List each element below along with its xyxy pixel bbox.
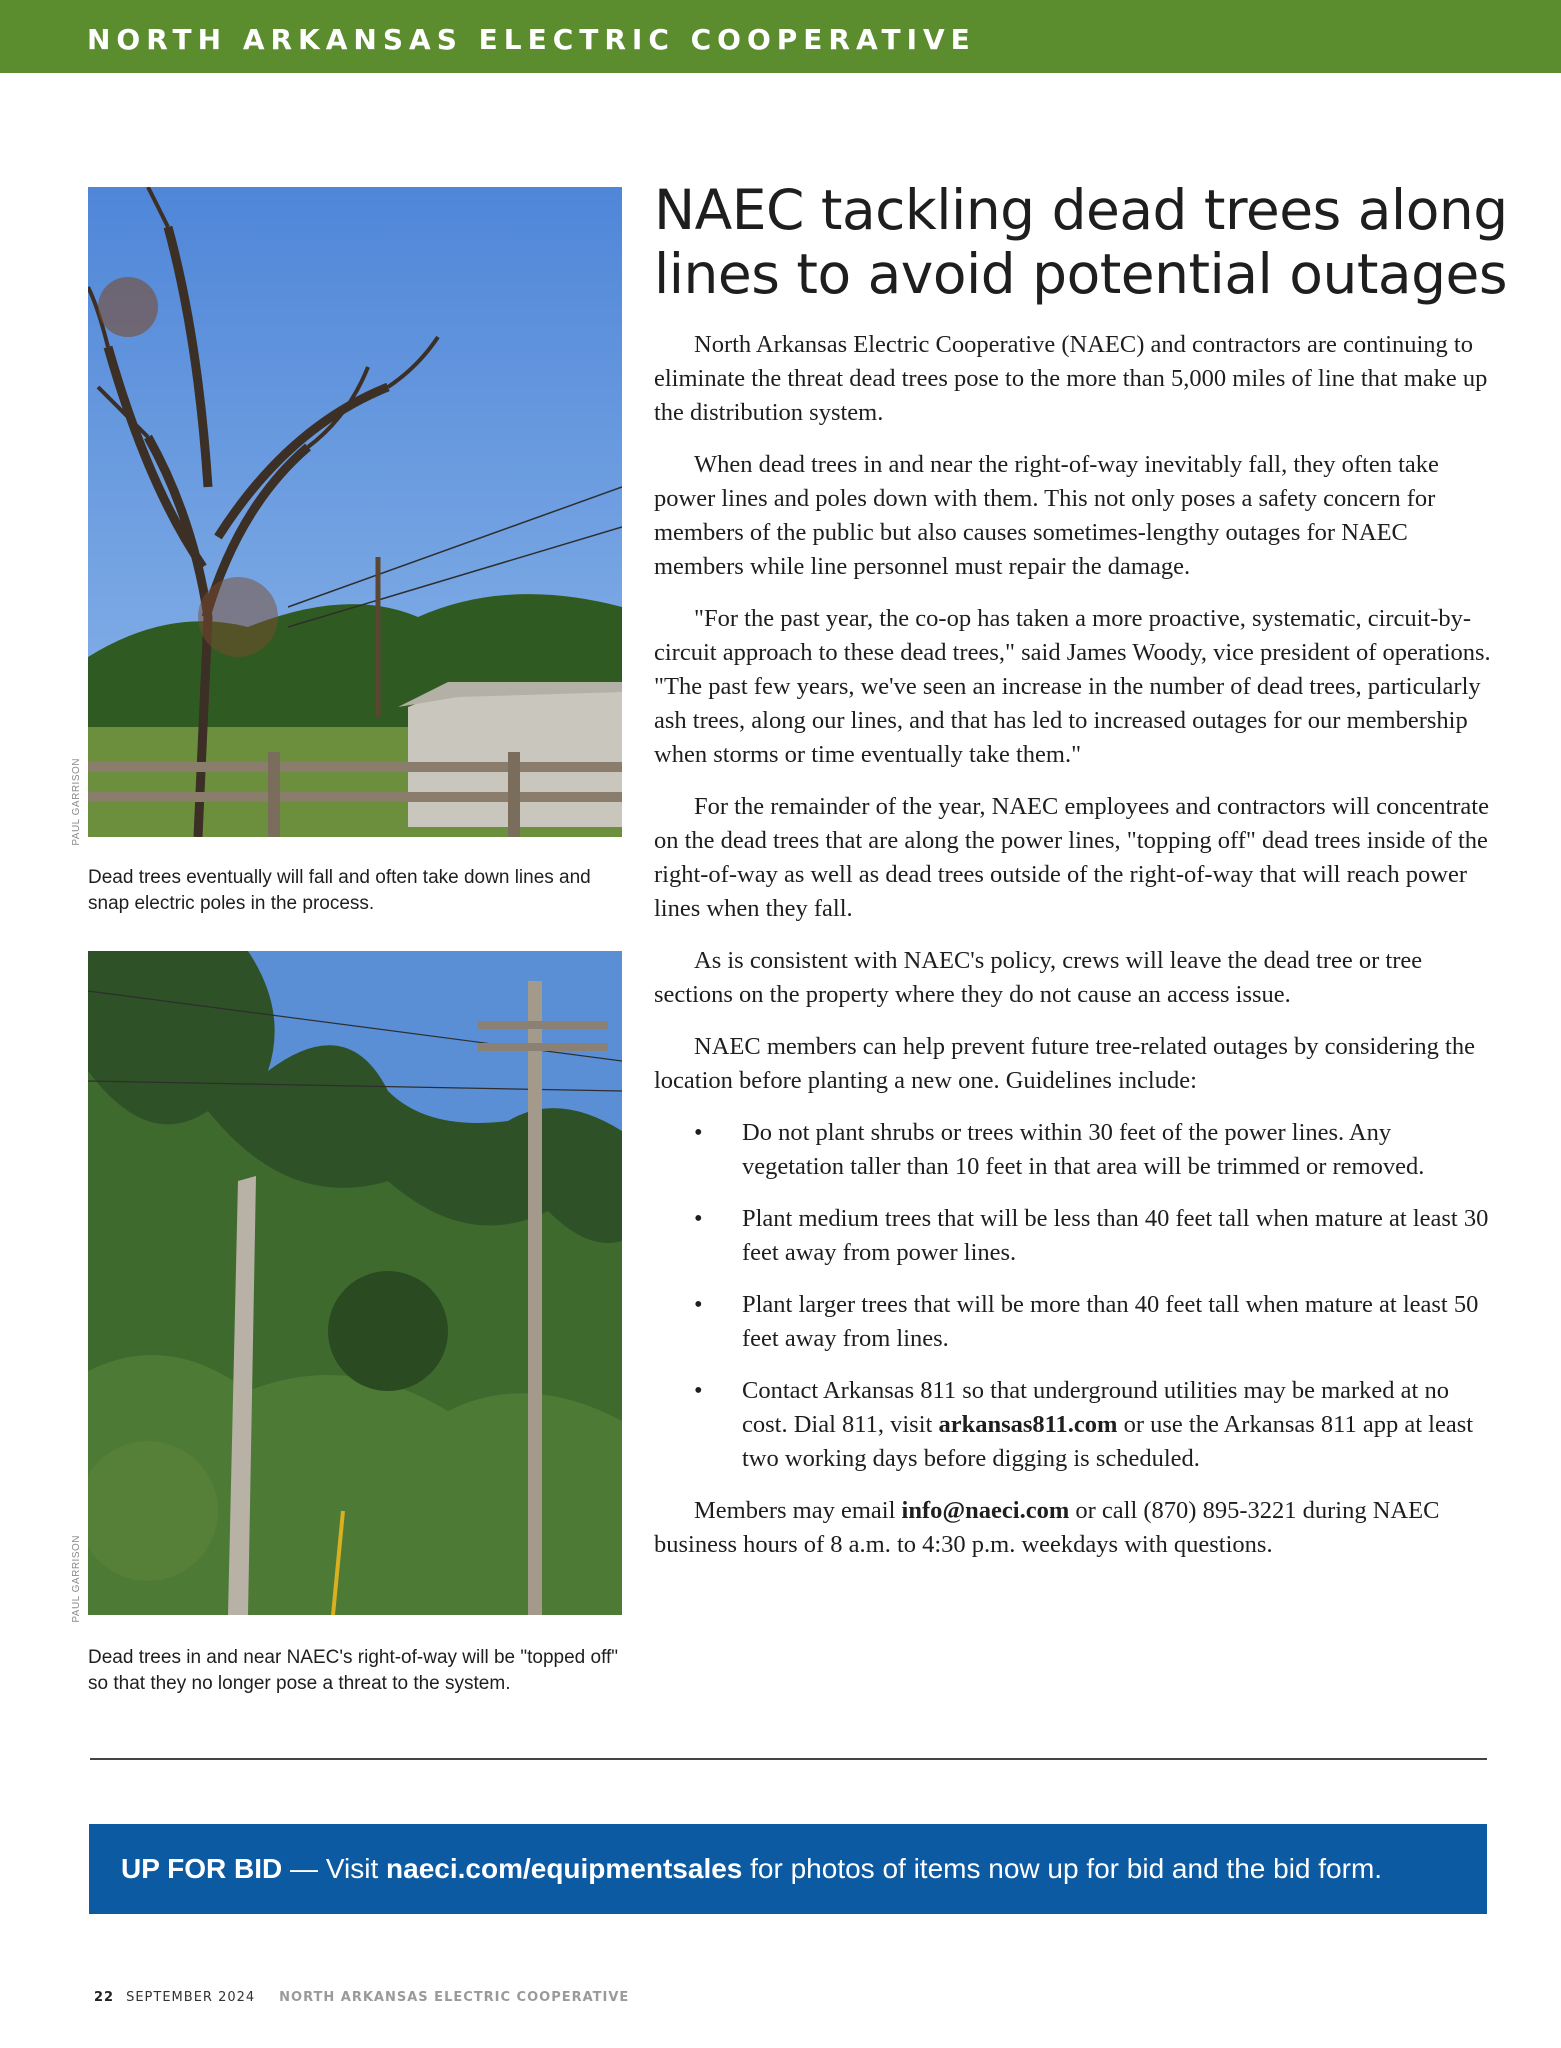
article-headline: NAEC tackling dead trees along lines to avoid potential outages — [654, 178, 1508, 306]
list-item — [654, 1374, 1494, 1476]
list-item — [654, 1116, 1494, 1184]
photo-caption: Dead trees eventually will fall and often take down lines and snap electric poles in the process. — [88, 867, 591, 914]
closing-text: Members may email — [694, 1497, 902, 1524]
header-bar — [0, 0, 1561, 73]
bid-rest-text: for photos of items now up for bid and the bid form. — [742, 1853, 1383, 1884]
page-number: 22 — [94, 1990, 115, 2005]
bid-banner — [89, 1824, 1487, 1914]
bid-banner-text — [121, 1852, 1382, 1886]
photo-caption: Dead trees in and near NAEC's right-of-way will be "topped off" so that they no longer pose a threat to the system. — [88, 1647, 619, 1694]
list-item-text: or use the Arkansas 811 app at least two working days before digging is scheduled. — [742, 1411, 1474, 1472]
publisher-name: NORTH ARKANSAS ELECTRIC COOPERATIVE — [87, 23, 976, 56]
arkansas811-link[interactable]: arkansas811.com — [938, 1411, 1118, 1438]
bullet-icon: • — [694, 1377, 703, 1404]
closing-paragraph — [654, 1494, 1494, 1562]
list-item — [654, 1202, 1494, 1270]
closing-text: or call (870) 895-3221 during NAEC business hours of 8 a.m. to 4:30 p.m. weekdays with questions. — [654, 1497, 1440, 1558]
article-paragraph: North Arkansas Electric Cooperative (NAEC) and contractors are continuing to eliminate the threat dead trees pose to the more than 5,000 miles of line that make up the distribution system. — [654, 331, 1488, 426]
divider — [90, 1758, 1487, 1760]
equipment-sales-link[interactable]: naeci.com/equipmentsales — [386, 1853, 743, 1884]
list-item-text: Plant medium trees that will be less than 40 feet tall when mature at least 30 feet away from power lines. — [742, 1205, 1489, 1266]
list-item-text: Do not plant shrubs or trees within 30 feet of the power lines. Any vegetation taller than 10 feet in that area will be trimmed or removed. — [742, 1119, 1425, 1180]
bid-visit-text: — Visit — [282, 1853, 387, 1884]
guidelines-list — [654, 1116, 1494, 1476]
photo-dead-tree-shed — [88, 187, 622, 837]
photo-topped-tree-pole — [88, 951, 622, 1615]
list-item-text: Plant larger trees that will be more than 40 feet tall when mature at least 50 feet away from lines. — [742, 1291, 1479, 1352]
article-paragraph: When dead trees in and near the right-of-way inevitably fall, they often take power lines and poles down with them. This not only poses a safety concern for members of the public but also causes sometimes-lengthy outages for NAEC members while line personnel must repair the damage. — [654, 451, 1439, 580]
article-body — [654, 328, 1494, 1580]
bullet-icon: • — [694, 1205, 703, 1232]
article-paragraph: NAEC members can help prevent future tree-related outages by considering the location before planting a new one. Guidelines include: — [654, 1033, 1475, 1094]
bullet-icon: • — [694, 1119, 703, 1146]
photo-credit: PAUL GARRISON — [71, 1535, 82, 1623]
article-paragraph: For the remainder of the year, NAEC employees and contractors will concentrate on the dead trees that are along the power lines, "topping off" dead trees inside of the right-of-way as well as dead trees outside of the right-of-way that will reach power lines when they fall. — [654, 793, 1489, 922]
page-footer — [94, 1990, 629, 2006]
bullet-icon: • — [694, 1291, 703, 1318]
issue-date: SEPTEMBER 2024 — [126, 1990, 256, 2005]
article-paragraph: As is consistent with NAEC's policy, crews will leave the dead tree or tree sections on the property where they do not cause an access issue. — [654, 947, 1423, 1008]
list-item — [654, 1288, 1494, 1356]
list-item-text: Contact Arkansas 811 so that underground utilities may be marked at no cost. Dial 811, visit — [742, 1377, 1449, 1438]
footer-publisher: NORTH ARKANSAS ELECTRIC COOPERATIVE — [279, 1990, 630, 2005]
bid-label: UP FOR BID — [121, 1853, 283, 1884]
photo-credit: PAUL GARRISON — [71, 758, 82, 846]
email-link[interactable]: info@naeci.com — [901, 1497, 1070, 1524]
article-paragraph: "For the past year, the co-op has taken a more proactive, systematic, circuit-by-circuit approach to these dead trees," said James Woody, vice president of operations. "The past few years, we've seen an increase in the number of dead trees, particularly ash trees, along our lines, and that has led to increased outages for our membership when storms or time eventually take them." — [654, 605, 1491, 768]
